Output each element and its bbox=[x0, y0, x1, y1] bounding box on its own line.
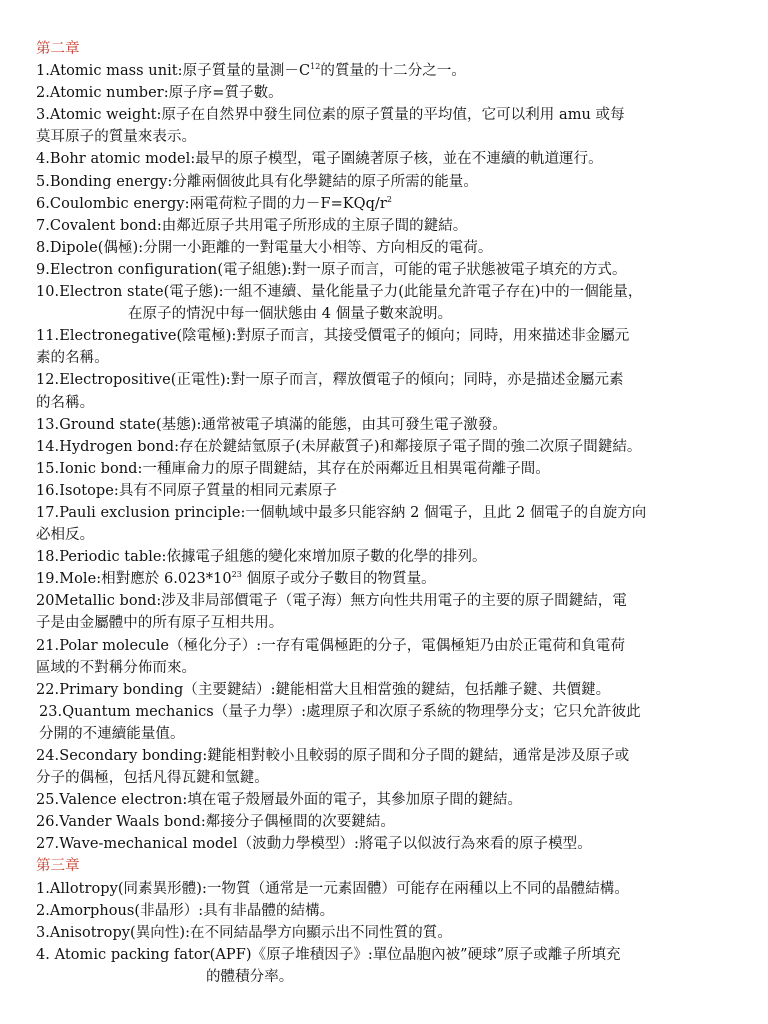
term-text: 的體積分率。 bbox=[206, 968, 294, 985]
term-text: 23.Quantum mechanics（量子力學）:處理原子和次原子系統的物理學分支；它只允許彼此 bbox=[39, 703, 641, 720]
term-line bbox=[36, 900, 752, 922]
term-line bbox=[36, 878, 752, 900]
term-text: 19.Mole:相對應於 6.023*10 bbox=[36, 571, 232, 588]
term-line bbox=[36, 60, 752, 82]
term-line bbox=[36, 524, 752, 546]
term-line bbox=[36, 568, 752, 590]
term-line bbox=[36, 590, 752, 612]
term-line bbox=[36, 148, 752, 170]
term-text: 26.Vander Waals bond:鄰接分子偶極間的次要鍵結。 bbox=[36, 814, 395, 831]
term-line bbox=[36, 944, 752, 966]
term-text-continued: 的質量的十二分之一。 bbox=[320, 63, 466, 80]
term-text: 莫耳原子的質量來表示。 bbox=[36, 129, 197, 146]
term-text: 17.Pauli exclusion principle:一個軌域中最多只能容納 2 個電子，且此 2 個電子的自旋方向 bbox=[36, 504, 647, 521]
chapter-3-heading: 第三章 bbox=[36, 858, 80, 875]
term-line bbox=[36, 259, 752, 281]
term-line bbox=[36, 171, 752, 193]
term-line bbox=[36, 922, 752, 944]
term-text: 1.Atomic mass unit:原子質量的量測－C bbox=[36, 63, 311, 80]
term-text: 24.Secondary bonding:鍵能相對較小且較弱的原子間和分子間的鍵結，通常是涉及原子或 bbox=[36, 748, 630, 764]
term-line bbox=[36, 745, 752, 767]
term-line bbox=[36, 635, 752, 657]
term-text: 22.Primary bonding（主要鍵結）:鍵能相當大且相當強的鍵結，包括離子鍵、共價鍵。 bbox=[36, 681, 611, 698]
term-line bbox=[36, 369, 752, 391]
term-text: 13.Ground state(基態):通常被電子填滿的能態，由其可發生電子激發。 bbox=[36, 416, 507, 433]
term-text: 25.Valence electron:填在電子殼層最外面的電子，其參加原子間的鍵結。 bbox=[36, 792, 522, 809]
term-text: 12.Electropositive(正電性):對一原子而言，釋放價電子的傾向；同時，亦是描述金屬元素 bbox=[36, 372, 624, 389]
term-line bbox=[36, 811, 752, 833]
term-line bbox=[36, 480, 752, 502]
term-text: 的名稱。 bbox=[36, 394, 95, 411]
term-text: 8.Dipole(偶極):分開一小距離的一對電量大小相等、方向相反的電荷。 bbox=[36, 239, 493, 256]
term-line bbox=[36, 436, 752, 458]
term-line bbox=[36, 701, 752, 723]
term-text: 子是由金屬體中的所有原子互相共用。 bbox=[36, 615, 284, 632]
term-line bbox=[36, 789, 752, 811]
term-text: 2.Atomic number:原子序=質子數。 bbox=[36, 85, 283, 102]
term-text: 4.Bohr atomic model:最早的原子模型，電子圍繞著原子核，並在不連續的軌道運行。 bbox=[36, 151, 603, 168]
term-line bbox=[36, 126, 752, 148]
chapter-3-terms-list bbox=[36, 878, 752, 988]
document-page bbox=[36, 38, 752, 988]
term-line bbox=[36, 281, 752, 303]
term-text: 18.Periodic table:依據電子組態的變化來增加原子數的化學的排列。 bbox=[36, 549, 487, 566]
term-line bbox=[36, 833, 752, 855]
term-text: 區域的不對稱分佈而來。 bbox=[36, 659, 197, 676]
term-line bbox=[36, 215, 752, 237]
term-text: 2.Amorphous(非晶形）:具有非晶體的結構。 bbox=[36, 902, 335, 919]
superscript: 2 bbox=[386, 194, 392, 204]
term-line bbox=[36, 966, 752, 988]
term-line bbox=[36, 237, 752, 259]
term-line bbox=[36, 414, 752, 436]
term-text: 20Metallic bond:涉及非局部價電子（電子海）無方向性共用電子的主要的原子間鍵結，電 bbox=[36, 593, 627, 610]
term-text-continued: 個原子或分子數目的物質量。 bbox=[241, 571, 436, 588]
term-line bbox=[36, 767, 752, 789]
term-line bbox=[36, 193, 752, 215]
term-text: 27.Wave-mechanical model（波動力學模型）:將電子以似波行為來看的原子模型。 bbox=[36, 836, 592, 853]
superscript: 23 bbox=[231, 570, 242, 580]
term-line bbox=[36, 104, 752, 126]
term-text: 3.Anisotropy(異向性):在不同結晶學方向顯示出不同性質的質。 bbox=[36, 924, 452, 941]
term-line bbox=[36, 502, 752, 524]
term-text: 分開的不連續能量值。 bbox=[39, 725, 185, 742]
term-text: 7.Covalent bond:由鄰近原子共用電子所形成的主原子間的鍵結。 bbox=[36, 217, 468, 234]
term-text: 10.Electron state(電子態):一組不連續、量化能量子力(此能量允許電子存在)中的一個能量， bbox=[36, 284, 643, 301]
term-text: 11.Electronegative(陰電極):對原子而言，其接受價電子的傾向；同時，用來描述非金屬元 bbox=[36, 328, 630, 345]
term-text: 4. Atomic packing fator(APF)《原子堆積因子》:單位晶胞內被”硬球”原子或離子所填充 bbox=[36, 946, 621, 963]
term-line bbox=[36, 392, 752, 414]
term-text: 素的名稱。 bbox=[36, 350, 109, 367]
term-line bbox=[36, 546, 752, 568]
term-text: 15.Ionic bond:一種庫侖力的原子間鍵結，其存在於兩鄰近且相異電荷離子間。 bbox=[36, 460, 550, 477]
term-line bbox=[36, 657, 752, 679]
term-line bbox=[36, 347, 752, 369]
term-text: 14.Hydrogen bond:存在於鍵結氫原子(未屏蔽質子)和鄰接原子電子間的強二次原子間鍵結。 bbox=[36, 438, 642, 455]
term-line bbox=[36, 612, 752, 634]
chapter-2-terms-list bbox=[36, 60, 752, 855]
term-text: 在原子的情況中每一個狀態由 4 個量子數來說明。 bbox=[128, 306, 453, 323]
superscript: 12 bbox=[310, 62, 321, 72]
chapter-2-heading: 第二章 bbox=[36, 41, 80, 57]
term-text: 9.Electron configuration(電子組態):對一原子而言，可能的電子狀態被電子填充的方式。 bbox=[36, 261, 627, 278]
term-text: 16.Isotope:具有不同原子質量的相同元素原子 bbox=[36, 482, 338, 499]
term-text: 必相反。 bbox=[36, 527, 95, 544]
term-text: 5.Bonding energy:分離兩個彼此具有化學鍵結的原子所需的能量。 bbox=[36, 173, 478, 190]
term-text: 3.Atomic weight:原子在自然界中發生同位素的原子質量的平均值，它可以利用 amu 或每 bbox=[36, 107, 625, 124]
term-line bbox=[36, 458, 752, 480]
term-text: 1.Allotropy(同素異形體):一物質（通常是一元素固體）可能存在兩種以上不同的晶體結構。 bbox=[36, 880, 629, 897]
term-line bbox=[36, 325, 752, 347]
term-text: 6.Coulombic energy:兩電荷粒子間的力－F=KQq/r bbox=[36, 195, 387, 212]
term-line bbox=[36, 303, 752, 325]
term-line bbox=[36, 82, 752, 104]
term-line bbox=[36, 679, 752, 701]
term-text: 21.Polar molecule（極化分子）:一存有電偶極距的分子，電偶極矩乃由於正電荷和負電荷 bbox=[36, 637, 625, 654]
term-line bbox=[36, 723, 752, 745]
term-text: 分子的偶極，包括凡得瓦鍵和氫鍵。 bbox=[36, 770, 269, 787]
